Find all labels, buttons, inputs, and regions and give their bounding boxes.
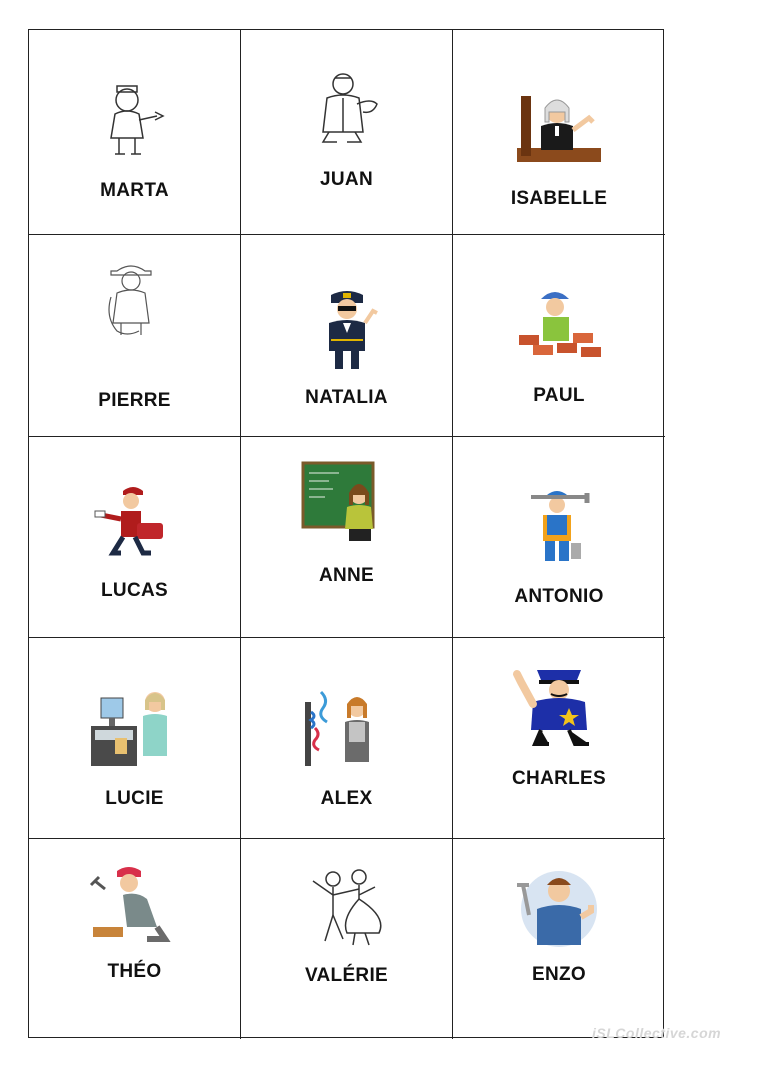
teacher-icon <box>299 457 395 553</box>
cashier-icon <box>87 682 183 778</box>
card-natalia <box>241 235 453 437</box>
card-lucas <box>29 437 241 638</box>
card-name: ANNE <box>318 565 375 586</box>
firefighter-line-art-icon <box>87 257 183 353</box>
card-name: ENZO <box>532 964 586 985</box>
judge-icon <box>511 82 607 178</box>
card-name: ALEX <box>320 788 373 809</box>
card-charles <box>453 638 665 839</box>
police-officer-icon <box>511 660 607 756</box>
mail-carrier-icon <box>87 475 183 571</box>
card-name: VALÉRIE <box>304 965 389 986</box>
card-enzo <box>453 839 665 1039</box>
card-name: PAUL <box>533 385 585 406</box>
plumber-icon <box>511 481 607 577</box>
watermark: iSLCollective.com <box>592 1025 722 1041</box>
card-juan <box>241 30 453 235</box>
card-name: MARTA <box>100 180 169 201</box>
card-name: NATALIA <box>305 387 388 408</box>
card-isabelle <box>453 30 665 235</box>
card-name: THÉO <box>107 961 162 982</box>
card-antonio <box>453 437 665 638</box>
pilot-icon <box>299 283 395 379</box>
card-anne <box>241 437 453 638</box>
bricklayer-icon <box>511 277 607 373</box>
doctor-line-art-icon <box>299 64 395 160</box>
card-name: ANTONIO <box>514 586 604 607</box>
card-name: LUCIE <box>105 788 164 809</box>
hairdresser-icon <box>299 682 395 778</box>
card-marta <box>29 30 241 235</box>
card-name: CHARLES <box>512 768 606 789</box>
card-theo <box>29 839 241 1039</box>
card-name: JUAN <box>320 169 373 190</box>
card-name: ISABELLE <box>510 188 608 209</box>
card-name: LUCAS <box>101 580 168 601</box>
nurse-line-art-icon <box>87 72 183 168</box>
card-name: PIERRE <box>98 390 171 411</box>
card-valerie <box>241 839 453 1039</box>
card-alex <box>241 638 453 839</box>
carpenter-icon <box>87 859 183 955</box>
dancers-line-art-icon <box>299 861 395 957</box>
card-pierre <box>29 235 241 437</box>
card-paul <box>453 235 665 437</box>
card-lucie <box>29 638 241 839</box>
mechanic-icon <box>511 861 607 957</box>
card-grid <box>28 29 664 1038</box>
